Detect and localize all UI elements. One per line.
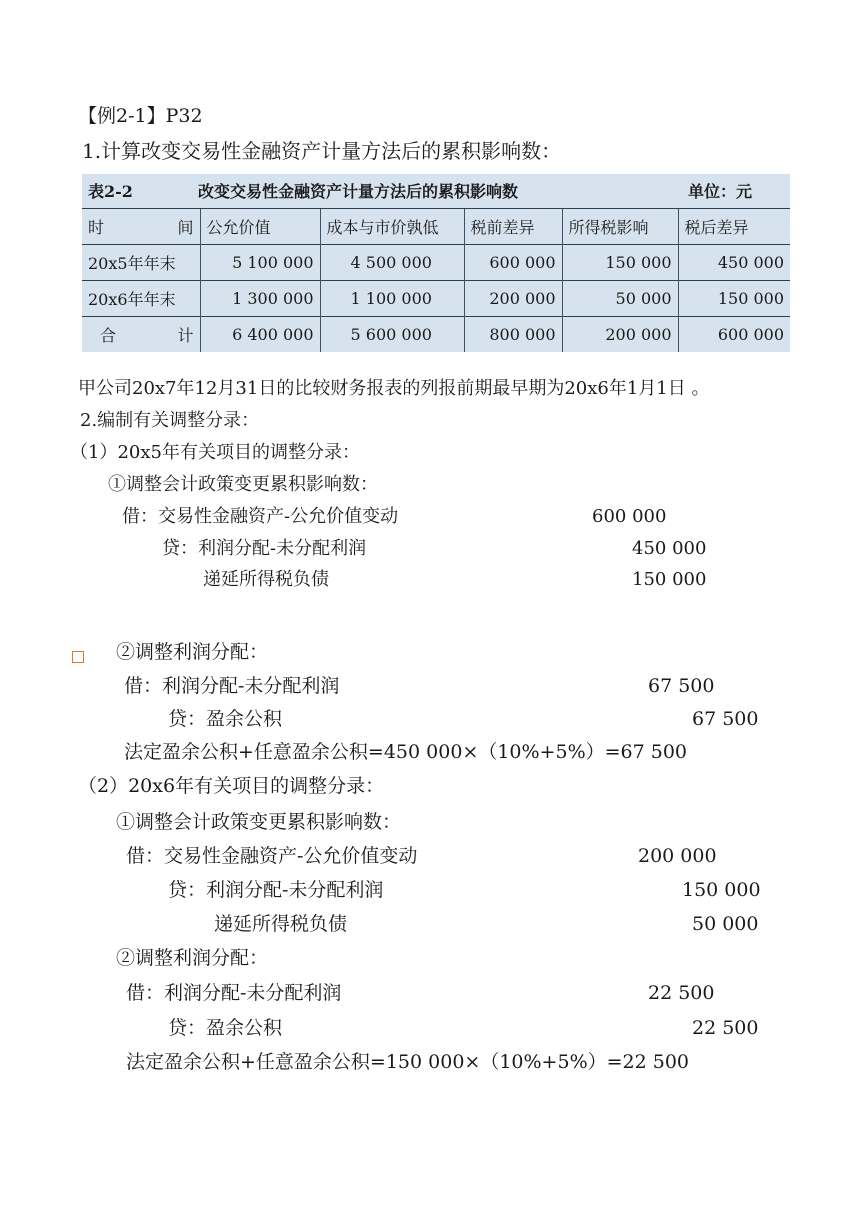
cell-pretax-diff: 200 000 <box>464 280 562 316</box>
cell-aftertax-diff: 450 000 <box>678 244 790 280</box>
table-row <box>82 244 790 280</box>
cell-lower-cost: 1 100 000 <box>320 280 464 316</box>
cell-fair-value: 5 100 000 <box>200 244 320 280</box>
table-title: 改变交易性金融资产计量方法后的累积影响数 <box>198 182 519 202</box>
col-header-time: 时 间 <box>82 208 200 244</box>
cell-fair-value: 1 300 000 <box>200 280 320 316</box>
example-heading: 【例2-1】P32 <box>78 105 203 127</box>
table-header-row <box>82 208 790 244</box>
cell-aftertax-diff: 150 000 <box>678 280 790 316</box>
part2-b-credit: 贷：盈余公积 <box>168 1017 283 1039</box>
part2-b-formula: 法定盈余公积+任意盈余公积=150 000×（10%+5%）=22 500 <box>126 1051 690 1073</box>
col-header-aftertax-diff: 税后差异 <box>678 208 790 244</box>
col-header-lower-cost: 成本与市价孰低 <box>320 208 464 244</box>
step2-text: 2.编制有关调整分录： <box>80 410 260 431</box>
step1-text: 1.计算改变交易性金融资产计量方法后的累积影响数： <box>82 139 562 163</box>
cumulative-effect-table <box>82 174 790 352</box>
table-row <box>82 280 790 316</box>
part1-a-title: ①调整会计政策变更累积影响数： <box>108 474 378 495</box>
row-label: 20x6年年末 <box>82 280 200 316</box>
part2-a-credit1-amount: 150 000 <box>682 879 761 901</box>
cell-lower-cost: 4 500 000 <box>320 244 464 280</box>
part1-b-formula: 法定盈余公积+任意盈余公积=450 000×（10%+5%）=67 500 <box>124 741 688 763</box>
part1-b-debit: 借：利润分配-未分配利润 <box>124 675 340 697</box>
row-label-total: 合 计 <box>82 316 200 352</box>
col-header-tax-effect: 所得税影响 <box>562 208 678 244</box>
part2-a-title: ①调整会计政策变更累积影响数： <box>116 811 402 833</box>
part1-a-debit: 借：交易性金融资产-公允价值变动 <box>122 506 399 527</box>
cell-pretax-diff: 800 000 <box>464 316 562 352</box>
part1-a-debit-amount: 600 000 <box>592 506 667 527</box>
part1-a-credit2-amount: 150 000 <box>632 569 707 590</box>
table-total-row <box>82 316 790 352</box>
report-period-note: 甲公司20x7年12月31日的比较财务报表的列报前期最早期为20x6年1月1日 。 <box>78 378 710 399</box>
table-number: 表2-2 <box>88 182 133 202</box>
part2-a-credit1: 贷：利润分配-未分配利润 <box>168 879 384 901</box>
part2-a-credit2-amount: 50 000 <box>692 913 759 935</box>
part2-b-title: ②调整利润分配： <box>116 947 269 969</box>
part1-a-credit2: 递延所得税负债 <box>203 569 329 590</box>
cell-tax-effect: 50 000 <box>562 280 678 316</box>
cell-tax-effect: 200 000 <box>562 316 678 352</box>
col-header-pretax-diff: 税前差异 <box>464 208 562 244</box>
part2-b-debit-amount: 22 500 <box>648 982 715 1004</box>
part1-b-credit: 贷：盈余公积 <box>168 708 283 730</box>
cell-tax-effect: 150 000 <box>562 244 678 280</box>
part2-a-debit-amount: 200 000 <box>638 845 717 867</box>
cell-fair-value: 6 400 000 <box>200 316 320 352</box>
part1-b-title: ②调整利润分配： <box>116 641 269 663</box>
cell-lower-cost: 5 600 000 <box>320 316 464 352</box>
part1-title: （1）20x5年有关项目的调整分录： <box>70 442 360 463</box>
part1-b-debit-amount: 67 500 <box>648 675 715 697</box>
cell-pretax-diff: 600 000 <box>464 244 562 280</box>
part2-a-credit2: 递延所得税负债 <box>214 913 348 935</box>
col-header-fair-value: 公允价值 <box>200 208 320 244</box>
part1-a-credit1-amount: 450 000 <box>632 538 707 559</box>
part2-b-debit: 借：利润分配-未分配利润 <box>126 982 342 1004</box>
checkbox-square-icon <box>72 651 84 663</box>
row-label: 20x5年年末 <box>82 244 200 280</box>
part1-b-credit-amount: 67 500 <box>692 708 759 730</box>
cell-aftertax-diff: 600 000 <box>678 316 790 352</box>
part1-a-credit1: 贷：利润分配-未分配利润 <box>162 538 367 559</box>
part2-a-debit: 借：交易性金融资产-公允价值变动 <box>126 845 418 867</box>
part2-b-credit-amount: 22 500 <box>692 1017 759 1039</box>
table-unit: 单位：元 <box>688 182 753 202</box>
part2-title: （2）20x6年有关项目的调整分录： <box>78 775 385 797</box>
